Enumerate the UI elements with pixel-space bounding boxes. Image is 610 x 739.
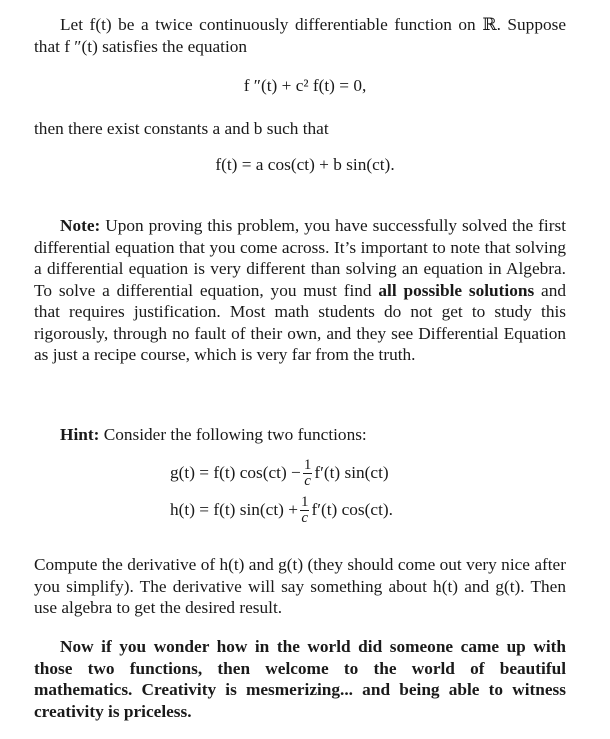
closing-paragraph: Now if you wonder how in the world did someone came up with those two functions, then welcome to the world of beautiful mathematics. Creativity is mesmerizing... and being able to witness creativity is priceless. (34, 637, 566, 721)
hint-text: Consider the following two functions: (103, 425, 367, 445)
equation-ode: f ″(t) + c² f(t) = 0, (243, 76, 367, 95)
note-paragraph (34, 215, 566, 366)
h-rhs: f′(t) cos(ct). (311, 500, 393, 519)
fraction-one-over-c (300, 495, 310, 526)
g-rhs: f′(t) sin(ct) (314, 463, 389, 482)
fraction-numerator: 1 (300, 493, 309, 510)
intro-continuation: then there exist constants a and b such that (34, 119, 329, 139)
fraction-denominator: c (301, 509, 309, 526)
equation-h (170, 492, 393, 528)
equation-g (170, 455, 389, 491)
fraction-numerator: 1 (303, 456, 312, 473)
g-lhs: g(t) = f(t) cos(ct) − (170, 463, 301, 482)
hint-paragraph (34, 424, 566, 446)
note-text-b: and that requires justification. Most math students do not get to study this rigorously, through no fault of their own, and they see Differential Equation as just a recipe course, which is very far from the truth. (34, 280, 566, 365)
hint-followup-paragraph: Compute the derivative of h(t) and g(t) (they should come out very nice after you simplify). The derivative will say something about h(t) and g(t). Then use algebra to get the desired result. (34, 555, 566, 618)
intro-paragraph: Let f(t) be a twice continuously differentiable function on ℝ. Suppose that f ″(t) satisfies the equation (34, 15, 566, 56)
note-bold-phrase: all possible solutions (378, 280, 535, 300)
equation-solution: f(t) = a cos(ct) + b sin(ct). (215, 155, 395, 174)
h-lhs: h(t) = f(t) sin(ct) + (170, 500, 298, 519)
note-label: Note: (60, 216, 101, 236)
note-text-a: Upon proving this problem, you have successfully solved the first differential equation that you come across. It’s important to note that solving a differential equation is very different than solving an equation in Algebra. To solve a differential equation, you must find (34, 216, 567, 300)
fraction-one-over-c (303, 458, 313, 489)
hint-label: Hint: (60, 425, 100, 445)
fraction-denominator: c (304, 472, 311, 489)
